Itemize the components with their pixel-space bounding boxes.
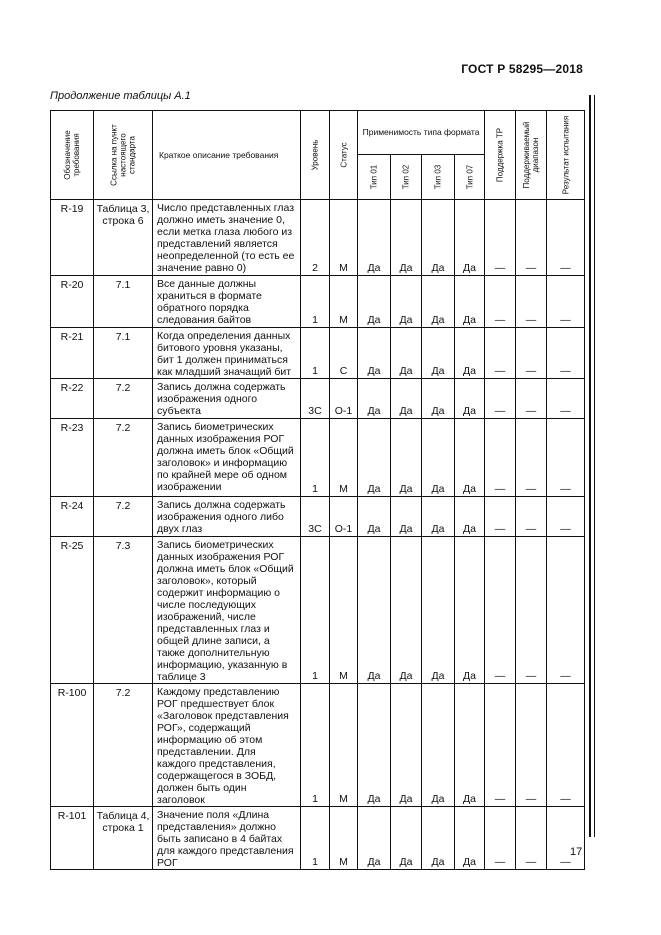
cell-type-02: Да [391,276,422,328]
cell-status: М [330,684,358,807]
cell-desc: Когда определения данных битового уровня указаны, бит 1 должен приниматься как младший значащий бит [153,328,301,379]
cell-type-07: Да [455,328,485,379]
cell-type-07: Да [455,684,485,807]
cell-tr-support: — [485,684,516,807]
cell-tr-support: — [485,379,516,419]
cell-type-03: Да [422,537,455,684]
cell-type-01: Да [358,807,391,870]
cell-ref: Таблица 4, строка 1 [94,807,153,870]
cell-level: 1 [301,419,330,497]
cell-type-07: Да [455,497,485,537]
cell-type-01: Да [358,684,391,807]
table-row [51,379,585,419]
cell-type-07: Да [455,537,485,684]
cell-level: 1 [301,807,330,870]
cell-desc: Все данные должны храниться в формате обратного порядка следования байтов [153,276,301,328]
cell-req-id: R-22 [51,379,94,419]
cell-ref: 7.2 [94,497,153,537]
header-type-07: Тип 07 [455,155,485,200]
table-row [51,419,585,497]
margin-rule-thin [594,95,595,837]
cell-ref: 7.2 [94,379,153,419]
cell-type-03: Да [422,379,455,419]
cell-type-07: Да [455,419,485,497]
cell-tr-support: — [485,276,516,328]
cell-level: 3С [301,497,330,537]
cell-type-02: Да [391,684,422,807]
cell-result: — [547,276,585,328]
cell-range: — [516,276,547,328]
cell-tr-support: — [485,807,516,870]
cell-type-01: Да [358,328,391,379]
header-level: Уровень [301,111,330,200]
cell-status: О-1 [330,497,358,537]
cell-type-07: Да [455,276,485,328]
header-tr-support: Поддержка ТР [485,111,516,200]
cell-status: М [330,276,358,328]
cell-type-03: Да [422,328,455,379]
cell-tr-support: — [485,497,516,537]
cell-type-01: Да [358,419,391,497]
cell-req-id: R-100 [51,684,94,807]
cell-status: М [330,419,358,497]
cell-type-01: Да [358,379,391,419]
cell-level: 1 [301,684,330,807]
cell-status: М [330,807,358,870]
cell-level: 2 [301,200,330,276]
document-id: ГОСТ Р 58295—2018 [461,62,583,76]
cell-tr-support: — [485,200,516,276]
cell-type-07: Да [455,807,485,870]
header-status: Статус [330,111,358,200]
cell-req-id: R-101 [51,807,94,870]
cell-tr-support: — [485,328,516,379]
requirements-table [50,110,585,870]
cell-req-id: R-25 [51,537,94,684]
cell-desc: Запись должна содержать изображения одного субъекта [153,379,301,419]
cell-range: — [516,537,547,684]
table-row [51,684,585,807]
cell-level: 1 [301,276,330,328]
cell-result: — [547,807,585,870]
cell-req-id: R-24 [51,497,94,537]
header-desc: Краткое описание требования [153,111,301,200]
cell-result: — [547,379,585,419]
cell-type-02: Да [391,200,422,276]
cell-ref: 7.2 [94,684,153,807]
cell-range: — [516,200,547,276]
cell-type-03: Да [422,807,455,870]
cell-type-01: Да [358,200,391,276]
cell-level: 1 [301,537,330,684]
cell-range: — [516,684,547,807]
cell-tr-support: — [485,419,516,497]
header-range: Поддерживаемый диапазон [516,111,547,200]
table-row [51,497,585,537]
cell-type-02: Да [391,419,422,497]
cell-type-03: Да [422,200,455,276]
cell-range: — [516,497,547,537]
cell-ref: 7.1 [94,328,153,379]
cell-desc: Каждому представлению РОГ предшествует блок «Заголовок представления РОГ», содержащий информацию об этом представлении. Для каждого представления, содержащегося в ЗОБД, должен быть один заголовок [153,684,301,807]
cell-type-07: Да [455,200,485,276]
cell-range: — [516,807,547,870]
cell-desc: Число представленных глаз должно иметь значение 0, если метка глаза любого из представлений является неопределенной (то есть ее значение равно 0) [153,200,301,276]
header-type-01: Тип 01 [358,155,391,200]
cell-result: — [547,537,585,684]
cell-type-02: Да [391,379,422,419]
cell-desc: Запись биометрических данных изображения РОГ должна иметь блок «Общий заголовок», который содержит информацию о числе последующих изображений, числе представленных глаз и общей длине записи, а также дополнительную информацию, указанную в таблице 3 [153,537,301,684]
header-ref: Ссылка на пункт настоящего стандарта [94,111,153,200]
cell-type-01: Да [358,276,391,328]
margin-rule-thick [589,95,591,837]
cell-level: 1 [301,328,330,379]
cell-type-02: Да [391,497,422,537]
cell-result: — [547,497,585,537]
cell-type-03: Да [422,276,455,328]
cell-type-03: Да [422,684,455,807]
table-row [51,328,585,379]
cell-type-02: Да [391,807,422,870]
table-row [51,200,585,276]
cell-desc: Запись должна содержать изображения одного либо двух глаз [153,497,301,537]
cell-type-02: Да [391,328,422,379]
table-row [51,276,585,328]
cell-req-id: R-19 [51,200,94,276]
cell-ref: 7.2 [94,419,153,497]
cell-desc: Запись биометрических данных изображения РОГ должна иметь блок «Общий заголовок» и информацию по крайней мере об одном изображении [153,419,301,497]
cell-type-01: Да [358,537,391,684]
cell-type-03: Да [422,497,455,537]
header-type-02: Тип 02 [391,155,422,200]
cell-range: — [516,379,547,419]
cell-result: — [547,328,585,379]
header-req-id: Обозначение требования [51,111,94,200]
header-applicability: Применимость типа формата [358,111,485,155]
table-row [51,537,585,684]
cell-level: 3С [301,379,330,419]
cell-type-02: Да [391,537,422,684]
cell-status: М [330,537,358,684]
cell-range: — [516,419,547,497]
table-row [51,807,585,870]
cell-status: О-1 [330,379,358,419]
cell-status: М [330,200,358,276]
header-type-03: Тип 03 [422,155,455,200]
cell-type-01: Да [358,497,391,537]
cell-desc: Значение поля «Длина представления» должно быть записано в 4 байтах для каждого представления РОГ [153,807,301,870]
table-caption: Продолжение таблицы А.1 [50,90,191,102]
cell-type-03: Да [422,419,455,497]
cell-req-id: R-23 [51,419,94,497]
cell-status: С [330,328,358,379]
page-number: 17 [570,846,583,858]
cell-type-07: Да [455,379,485,419]
cell-ref: 7.3 [94,537,153,684]
cell-result: — [547,419,585,497]
cell-ref: Таблица 3, строка 6 [94,200,153,276]
cell-result: — [547,200,585,276]
header-result: Результат испытания [547,111,585,200]
cell-tr-support: — [485,537,516,684]
cell-ref: 7.1 [94,276,153,328]
cell-range: — [516,328,547,379]
cell-result: — [547,684,585,807]
cell-req-id: R-20 [51,276,94,328]
cell-req-id: R-21 [51,328,94,379]
